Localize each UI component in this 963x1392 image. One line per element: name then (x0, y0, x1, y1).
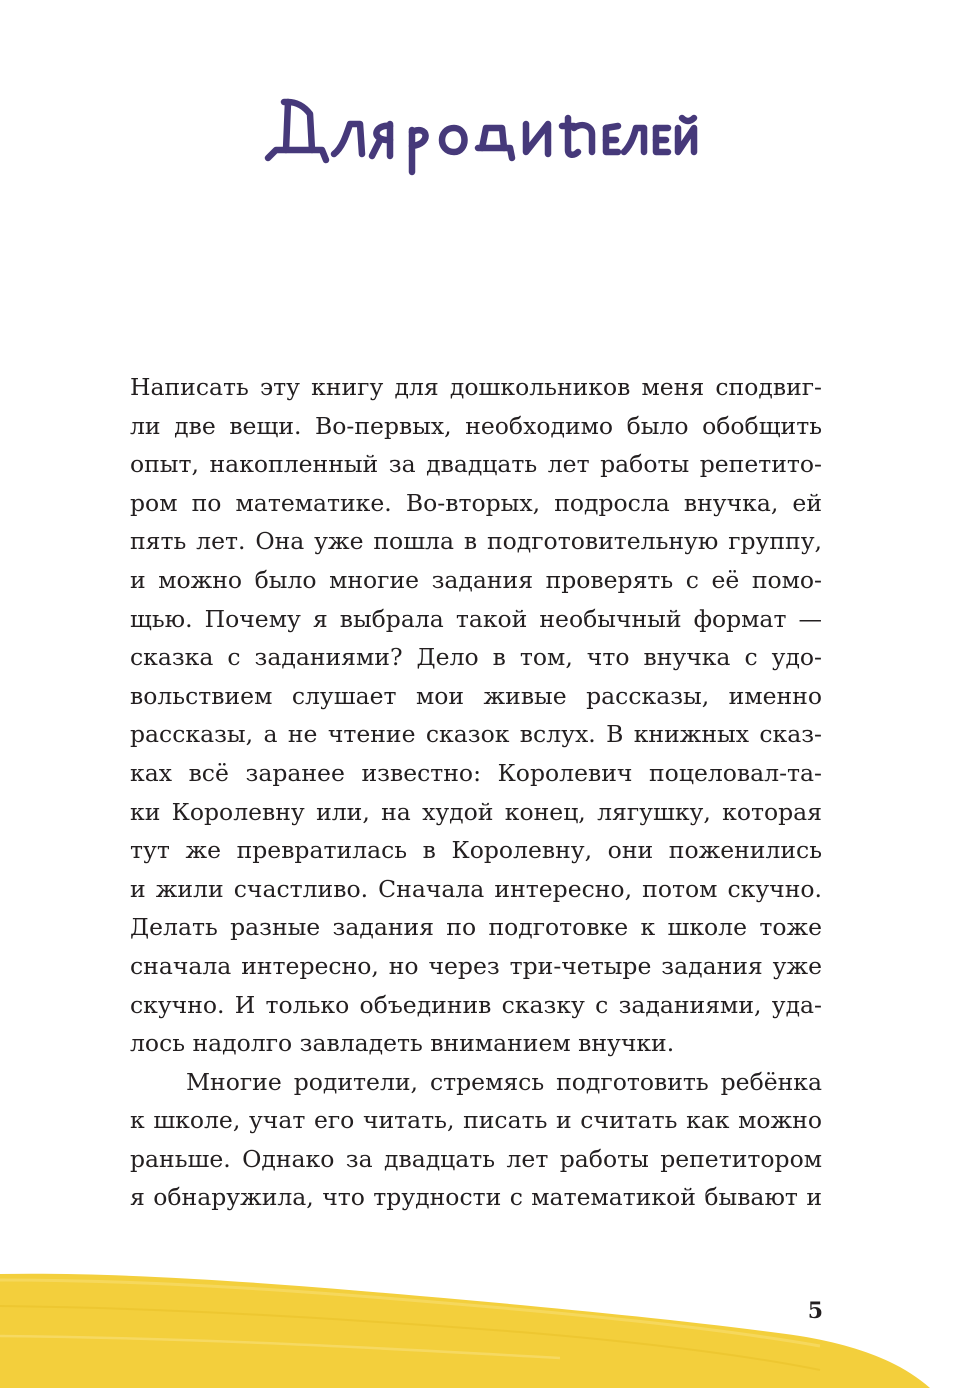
text-line: Делать разные задания по подготовке к школе тоже (130, 913, 822, 942)
text-line: вольствием слушает мои живые рассказы, именно (130, 681, 822, 710)
handwritten-title-image (262, 88, 702, 188)
text-line: ром по математике. Во-вторых, подросла внучка, ей (130, 488, 822, 517)
paragraph-start-line: Многие родители, стремясь подготовить ребёнка (186, 1067, 822, 1096)
text-line: я обнаружила, что трудности с математикой бывают и (130, 1183, 822, 1212)
text-line: скучно. И только объединив сказку с заданиями, уда- (130, 990, 822, 1019)
text-line: пять лет. Она уже пошла в подготовительную группу, (130, 527, 822, 556)
text-line: сначала интересно, но через три-четыре задания уже (130, 951, 822, 980)
text-line: ли две вещи. Во-первых, необходимо было обобщить (130, 411, 822, 440)
text-line: раньше. Однако за двадцать лет работы репетитором (130, 1144, 822, 1173)
text-line: к школе, учат его читать, писать и считать как можно (130, 1106, 822, 1135)
brush-stroke-fill (0, 1274, 930, 1388)
text-line: щью. Почему я выбрала такой необычный формат — (130, 604, 822, 633)
body-text (130, 368, 822, 1217)
text-line: ках всё заранее известно: Королевич поцеловал-та- (130, 758, 822, 787)
text-line: и жили счастливо. Сначала интересно, потом скучно. (130, 874, 822, 903)
text-line: тут же превратилась в Королевну, они поженились (130, 836, 822, 865)
text-line: и можно было многие задания проверять с её помо- (130, 565, 822, 594)
text-line: ки Королевну или, на худой конец, лягушку, которая (130, 797, 822, 826)
brush-stroke-shape (0, 1266, 963, 1388)
text-line: Написать эту книгу для дошкольников меня сподвиг- (130, 373, 822, 401)
text-line: лось надолго завладеть вниманием внучки. (130, 1029, 675, 1058)
page-title (0, 88, 963, 198)
page-number: 5 (807, 1298, 823, 1324)
text-line: опыт, накопленный за двадцать лет работы репетито- (130, 450, 822, 479)
text-line: сказка с заданиями? Дело в том, что внучка с удо- (130, 643, 822, 672)
yellow-brush-stripe (0, 1266, 963, 1388)
text-line: рассказы, а не чтение сказок вслух. В книжных сказ- (130, 720, 822, 749)
